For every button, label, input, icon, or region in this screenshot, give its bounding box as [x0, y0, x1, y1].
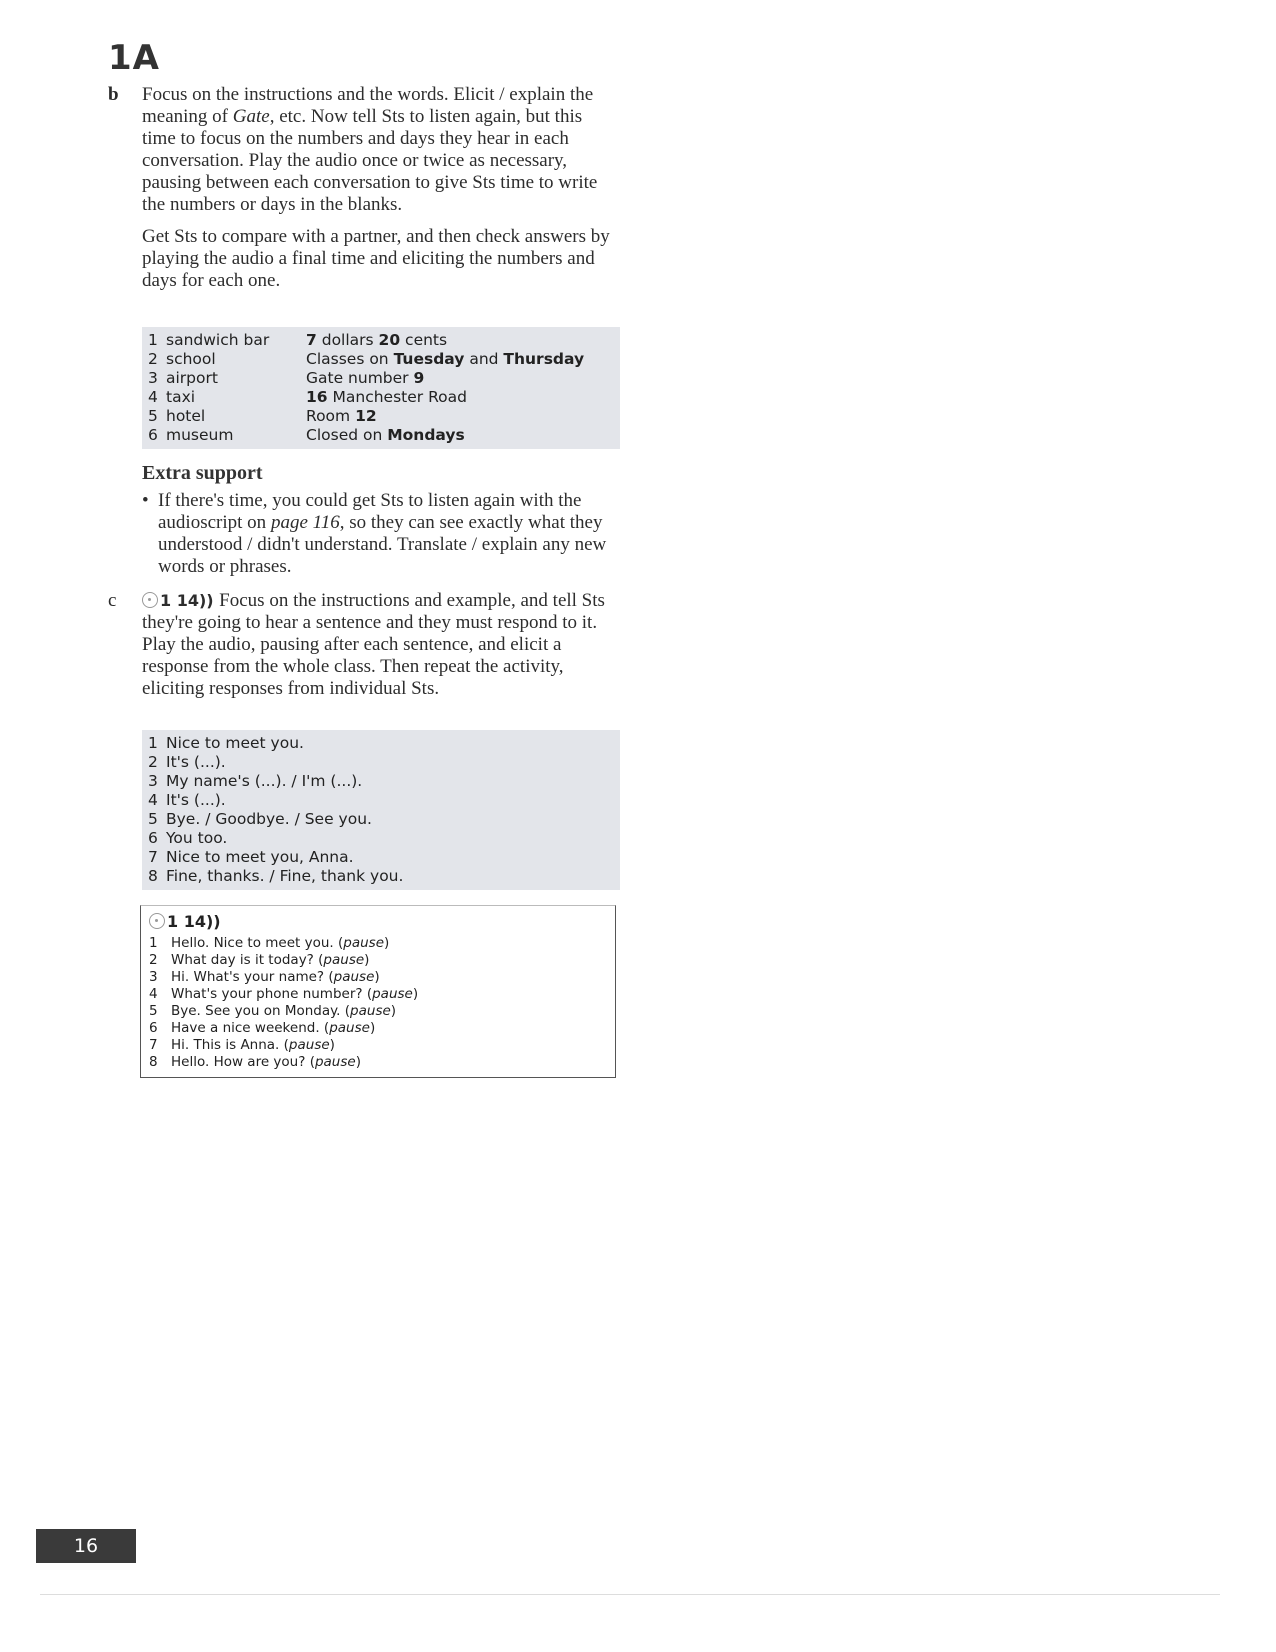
- response-row: [148, 753, 620, 772]
- audioscript-line: [149, 952, 615, 969]
- answer-place: taxi: [166, 388, 196, 406]
- response-number: 1: [148, 734, 158, 752]
- response-row: [148, 772, 620, 791]
- response-row: [148, 734, 620, 753]
- audio-reference: 1 14: [160, 591, 199, 610]
- text-run: Gate: [232, 106, 270, 127]
- text-run: Gate number: [306, 369, 414, 387]
- pause-note: (pause): [362, 986, 419, 1002]
- text-run: 12: [355, 407, 377, 425]
- answer-value: [306, 388, 620, 407]
- answer-value: [306, 350, 620, 369]
- pause-note: (pause): [305, 1054, 361, 1070]
- pause-word: pause: [329, 1020, 370, 1036]
- audioscript-line-number: 1: [149, 935, 158, 951]
- text-run: and: [464, 350, 504, 368]
- text-run: Room: [306, 407, 356, 425]
- answer-value: [306, 407, 620, 426]
- answer-value: [306, 331, 620, 350]
- audio-cd-icon: [142, 592, 158, 608]
- response-number: 4: [148, 791, 158, 809]
- audio-waves-icon: )): [205, 912, 221, 931]
- audioscript-lines: [149, 935, 615, 1071]
- text-run: 20: [378, 331, 401, 349]
- audioscript-line: [149, 1037, 615, 1054]
- text-run: Tuesday: [393, 350, 465, 368]
- response-text: It's (...).: [166, 753, 226, 771]
- pause-word: pause: [333, 969, 375, 985]
- section-c-marker: c: [108, 590, 117, 611]
- answer-row: [148, 369, 620, 388]
- answer-row: [148, 407, 620, 426]
- answer-place: sandwich bar: [166, 331, 270, 349]
- extra-support-bullet: [142, 490, 620, 578]
- section-b-text: [142, 84, 618, 292]
- scan-artifact-line: [40, 1594, 1220, 1595]
- answer-number: 1: [148, 331, 158, 349]
- answer-row: [148, 350, 620, 369]
- response-row: [148, 810, 620, 829]
- pause-note: (pause): [324, 969, 380, 985]
- response-number: 7: [148, 848, 158, 866]
- response-row: [148, 829, 620, 848]
- pause-note: (pause): [279, 1037, 335, 1053]
- response-number: 6: [148, 829, 158, 847]
- answer-number: 6: [148, 426, 158, 444]
- pause-note: (pause): [319, 1020, 376, 1036]
- pause-note: (pause): [333, 935, 390, 951]
- text-run: Manchester Road: [327, 388, 467, 406]
- audioscript-line: [149, 1054, 615, 1071]
- text-run: Focus on the instructions and the words. Elicit / explain the meaning of: [142, 84, 594, 127]
- audioscript-line: [149, 969, 615, 986]
- response-text: Bye. / Goodbye. / See you.: [166, 810, 372, 828]
- answer-number: 4: [148, 388, 158, 406]
- pause-note: (pause): [340, 1003, 397, 1019]
- extra-support-text: [158, 490, 620, 578]
- text-run: Classes on: [306, 350, 394, 368]
- audioscript-line-number: 8: [149, 1054, 158, 1070]
- audioscript-line-number: 6: [149, 1020, 158, 1036]
- text-run: , etc. Now tell Sts to listen again, but this time to focus on the numbers and days they hear in each conversation. Play the audio once or twice as necessary, pausing between each conversation to give Sts time to write the numbers or days in the blanks.: [142, 106, 598, 215]
- response-text: My name's (...). / I'm (...).: [166, 772, 363, 790]
- answer-value: [306, 426, 620, 445]
- audioscript-line-number: 4: [149, 986, 158, 1002]
- answer-row: [148, 331, 620, 350]
- audioscript-line-text: Hi. What's your name?: [171, 969, 325, 985]
- audioscript-line: [149, 935, 615, 952]
- response-text: Nice to meet you.: [166, 734, 304, 752]
- audioscript-box: [140, 905, 616, 1078]
- unit-title: 1A: [108, 38, 160, 78]
- audioscript-line-text: Hello. How are you?: [171, 1054, 306, 1070]
- response-text: You too.: [166, 829, 228, 847]
- answer-number: 3: [148, 369, 158, 387]
- text-run: , so they can see exactly what they understood / didn't understand. Translate / explain any new words or phrases.: [158, 512, 607, 577]
- audio-cd-icon: [149, 913, 165, 929]
- response-row: [148, 791, 620, 810]
- pause-word: pause: [372, 986, 413, 1002]
- response-text: Nice to meet you, Anna.: [166, 848, 354, 866]
- audioscript-line-number: 2: [149, 952, 158, 968]
- response-number: 8: [148, 867, 158, 885]
- section-c: [108, 590, 618, 700]
- response-number: 2: [148, 753, 158, 771]
- text-run: Mondays: [387, 426, 465, 444]
- audioscript-heading: [149, 912, 615, 931]
- text-run: page 116: [270, 512, 340, 533]
- section-b-marker: b: [108, 84, 119, 105]
- audioscript-line-number: 5: [149, 1003, 158, 1019]
- pause-word: pause: [314, 1054, 356, 1070]
- responses-box: [142, 730, 620, 890]
- audioscript-line-text: Have a nice weekend.: [171, 1020, 320, 1036]
- response-number: 5: [148, 810, 158, 828]
- audioscript-line: [149, 1003, 615, 1020]
- text-run: Thursday: [503, 350, 585, 368]
- section-b: [108, 84, 618, 302]
- text-run: 7: [306, 331, 317, 349]
- audioscript-line-number: 3: [149, 969, 158, 985]
- answer-number: 2: [148, 350, 158, 368]
- answer-row: [148, 388, 620, 407]
- pause-word: pause: [350, 1003, 391, 1019]
- pause-word: pause: [323, 952, 365, 968]
- section-c-text: [142, 590, 618, 700]
- answer-row: [148, 426, 620, 445]
- text-run: Closed on: [306, 426, 388, 444]
- audioscript-line-text: What's your phone number?: [171, 986, 363, 1002]
- extra-support-heading: Extra support: [142, 462, 263, 484]
- answer-key-box: [142, 327, 620, 449]
- answer-number: 5: [148, 407, 158, 425]
- section-c-paragraph: Focus on the instructions and example, and tell Sts they're going to hear a sentence and they must respond to it. Play the audio, pausing after each sentence, and elicit a response from the whole class. Then repeat the activity, eliciting responses from individual Sts.: [142, 590, 605, 699]
- section-b-paragraph-2: Get Sts to compare with a partner, and then check answers by playing the audio a final time and eliciting the numbers and days for each one.: [142, 226, 610, 291]
- audioscript-line-text: What day is it today?: [171, 952, 314, 968]
- audioscript-line-number: 7: [149, 1037, 158, 1053]
- answer-place: school: [166, 350, 216, 368]
- audioscript-line-text: Bye. See you on Monday.: [171, 1003, 341, 1019]
- text-run: If there's time, you could get Sts to listen again with the audioscript on: [158, 490, 582, 533]
- audioscript-line: [149, 1020, 615, 1037]
- response-row: [148, 867, 620, 886]
- answer-place: airport: [166, 369, 218, 387]
- response-text: Fine, thanks. / Fine, thank you.: [166, 867, 404, 885]
- response-row: [148, 848, 620, 867]
- answer-place: museum: [166, 426, 234, 444]
- text-run: 16: [306, 388, 328, 406]
- text-run: 9: [413, 369, 425, 387]
- pause-note: (pause): [313, 952, 370, 968]
- pause-word: pause: [343, 935, 385, 951]
- response-text: It's (...).: [166, 791, 226, 809]
- audioscript-line-text: Hi. This is Anna.: [171, 1037, 280, 1053]
- answer-place: hotel: [166, 407, 206, 425]
- bullet-dot-icon: •: [142, 490, 149, 511]
- text-run: cents: [400, 331, 448, 349]
- audioscript-line: [149, 986, 615, 1003]
- section-b-paragraph-1: [142, 84, 618, 216]
- response-number: 3: [148, 772, 158, 790]
- audioscript-reference: 1 14: [167, 912, 206, 931]
- page-number: 16: [36, 1529, 136, 1563]
- audio-waves-icon: )): [198, 591, 220, 610]
- audioscript-line-text: Hello. Nice to meet you.: [171, 935, 334, 951]
- answer-value: [306, 369, 620, 388]
- text-run: dollars: [316, 331, 379, 349]
- pause-word: pause: [288, 1037, 330, 1053]
